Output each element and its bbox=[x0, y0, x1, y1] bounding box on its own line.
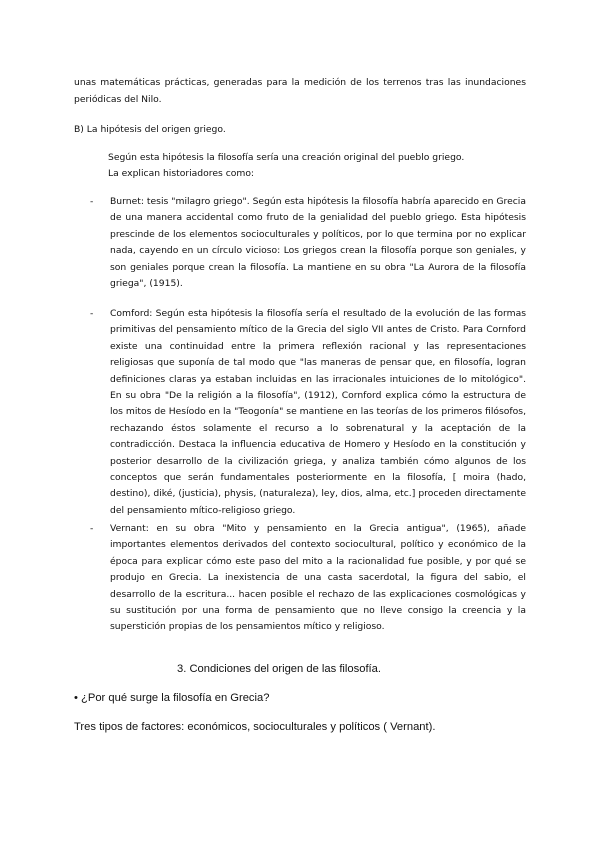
lead-block bbox=[108, 150, 464, 182]
lead-line-1: Según esta hipótesis la filosofía sería una creación original del pueblo griego. bbox=[108, 152, 465, 163]
intro-paragraph: unas matemáticas prácticas, generadas para la medición de los terrenos tras las inundaciones periódicas del Nilo. bbox=[74, 77, 526, 105]
list-bullet: - bbox=[90, 196, 94, 207]
list-bullet: - bbox=[90, 308, 94, 319]
section-b-heading: B) La hipótesis del origen griego. bbox=[74, 124, 226, 135]
list-bullet: - bbox=[90, 523, 94, 534]
historian-item-cornford bbox=[90, 306, 526, 519]
factors-line: Tres tipos de factores: económicos, socioculturales y políticos ( Vernant). bbox=[74, 721, 436, 733]
historian-text: Comford: Según esta hipótesis la filosofía sería el resultado de la evolución de las formas primitivas del pensamiento mítico de la Grecia del siglo VII antes de Cristo. Para Cornford existe una continuidad entre la primera reflexión racional y las representaciones religiosas que suponía de tal modo que "las maneras de pensar que, en filosofía, logran definiciones claras ya estaban incluidas en las irracionales intuiciones de lo mitológico". En su obra "De la religión a la filosofía", (1912), Cornford explica cómo la estructura de los mitos de Hesíodo en la "Teogonía" se mantiene en las teorías de los primeros filósofos, rechazando éstos solamente el recurso a lo sobrenatural y la aceptación de la contradicción. Destaca la influencia educativa de Homero y Hesíodo en la constitución y posterior desarrollo de la civilización griega, y analiza también cómo algunos de los conceptos que serán fundamentales posteriormente en la filosofía, [ moira (hado, destino), diké, (justicia), physis, (naturaleza), ley, dios, alma, etc.] proceden directamente del pensamiento mítico-religioso griego. bbox=[110, 308, 526, 516]
lead-line-2: La explican historiadores como: bbox=[108, 168, 255, 179]
question-text: ¿Por qué surge la filosofía en Grecia? bbox=[81, 692, 270, 704]
historian-text: Burnet: tesis "milagro griego". Según esta hipótesis la filosofía habría aparecido en Grecia de una manera accidental como fruto de la genialidad del pueblo griego. Esta hipótesis prescinde de los elementos socioculturales y políticos, por lo que termina por no explicar nada, cayendo en un círculo vicioso: Los griegos crean la filosofía porque son geniales, y son geniales porque crean la filosofía. La mantiene en su obra "La Aurora de la filosofía griega", (1915). bbox=[110, 196, 526, 290]
section-3-title: 3. Condiciones del origen de las filosofía. bbox=[177, 663, 381, 675]
historian-item-vernant bbox=[90, 521, 526, 636]
question-line bbox=[74, 692, 269, 704]
historian-item-burnet bbox=[90, 194, 526, 292]
question-bullet: • bbox=[74, 692, 78, 704]
historian-text: Vernant: en su obra "Mito y pensamiento en la Grecia antigua", (1965), añade importantes elementos derivados del contexto sociocultural, político y económico de la época para explicar cómo este paso del mito a la racionalidad fue posible, y por qué se produjo en Grecia. La inexistencia de una casta sacerdotal, la figura del sabio, el desarrollo de la escritura... hacen posible el rechazo de las explicaciones cosmológicas y su sustitución por una forma de pensamiento que no lleve consigo la creencia y la superstición propias de los pensamientos mítico y religioso. bbox=[110, 523, 526, 633]
